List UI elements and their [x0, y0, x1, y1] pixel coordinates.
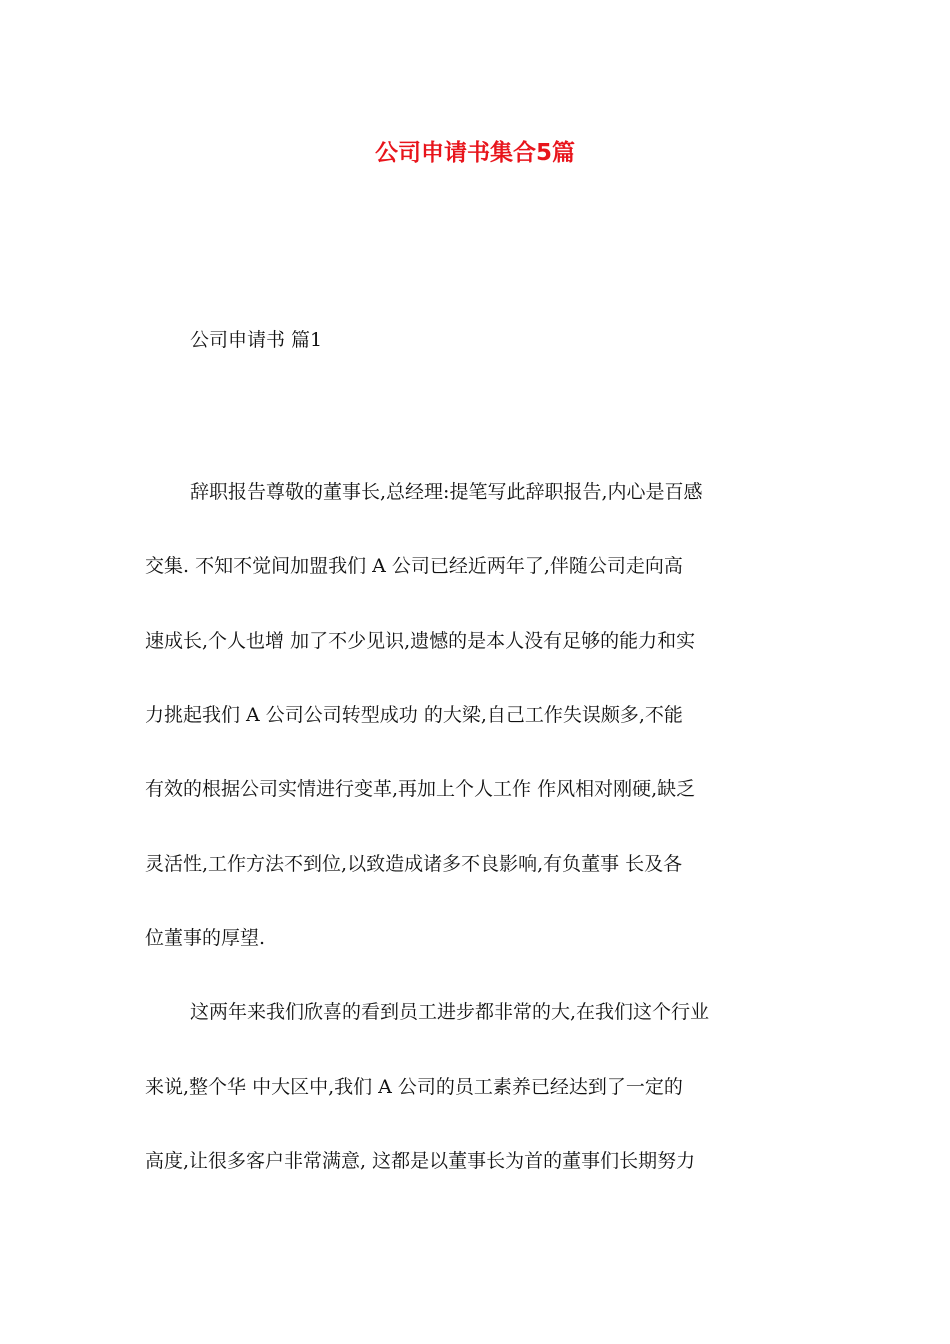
paragraph-line: 来说,整个华 中大区中,我们 A 公司的员工素养已经达到了一定的: [145, 1076, 683, 1098]
section-heading: 公司申请书 篇1: [190, 329, 323, 351]
paragraph-line: 有效的根据公司实情进行变革,再加上个人工作 作风相对刚硬,缺乏: [145, 778, 696, 800]
paragraph-line: 交集. 不知不觉间加盟我们 A 公司已经近两年了,伴随公司走向高: [145, 555, 683, 577]
document-title: 公司申请书集合5篇: [374, 140, 575, 166]
paragraph-line: 速成长,个人也增 加了不少见识,遗憾的是本人没有足够的能力和实: [145, 630, 696, 652]
paragraph-line: 辞职报告尊敬的董事长,总经理:提笔写此辞职报告,内心是百感: [190, 481, 703, 503]
paragraph-line: 力挑起我们 A 公司公司转型成功 的大梁,自己工作失误颇多,不能: [145, 704, 683, 726]
paragraph-line: 位董事的厚望.: [145, 927, 266, 949]
paragraph-line: 灵活性,工作方法不到位,以致造成诸多不良影响,有负董事 长及各: [145, 853, 683, 875]
paragraph-line: 高度,让很多客户非常满意, 这都是以董事长为首的董事们长期努力: [145, 1150, 696, 1172]
paragraph-line: 这两年来我们欣喜的看到员工进步都非常的大,在我们这个行业: [190, 1001, 710, 1023]
